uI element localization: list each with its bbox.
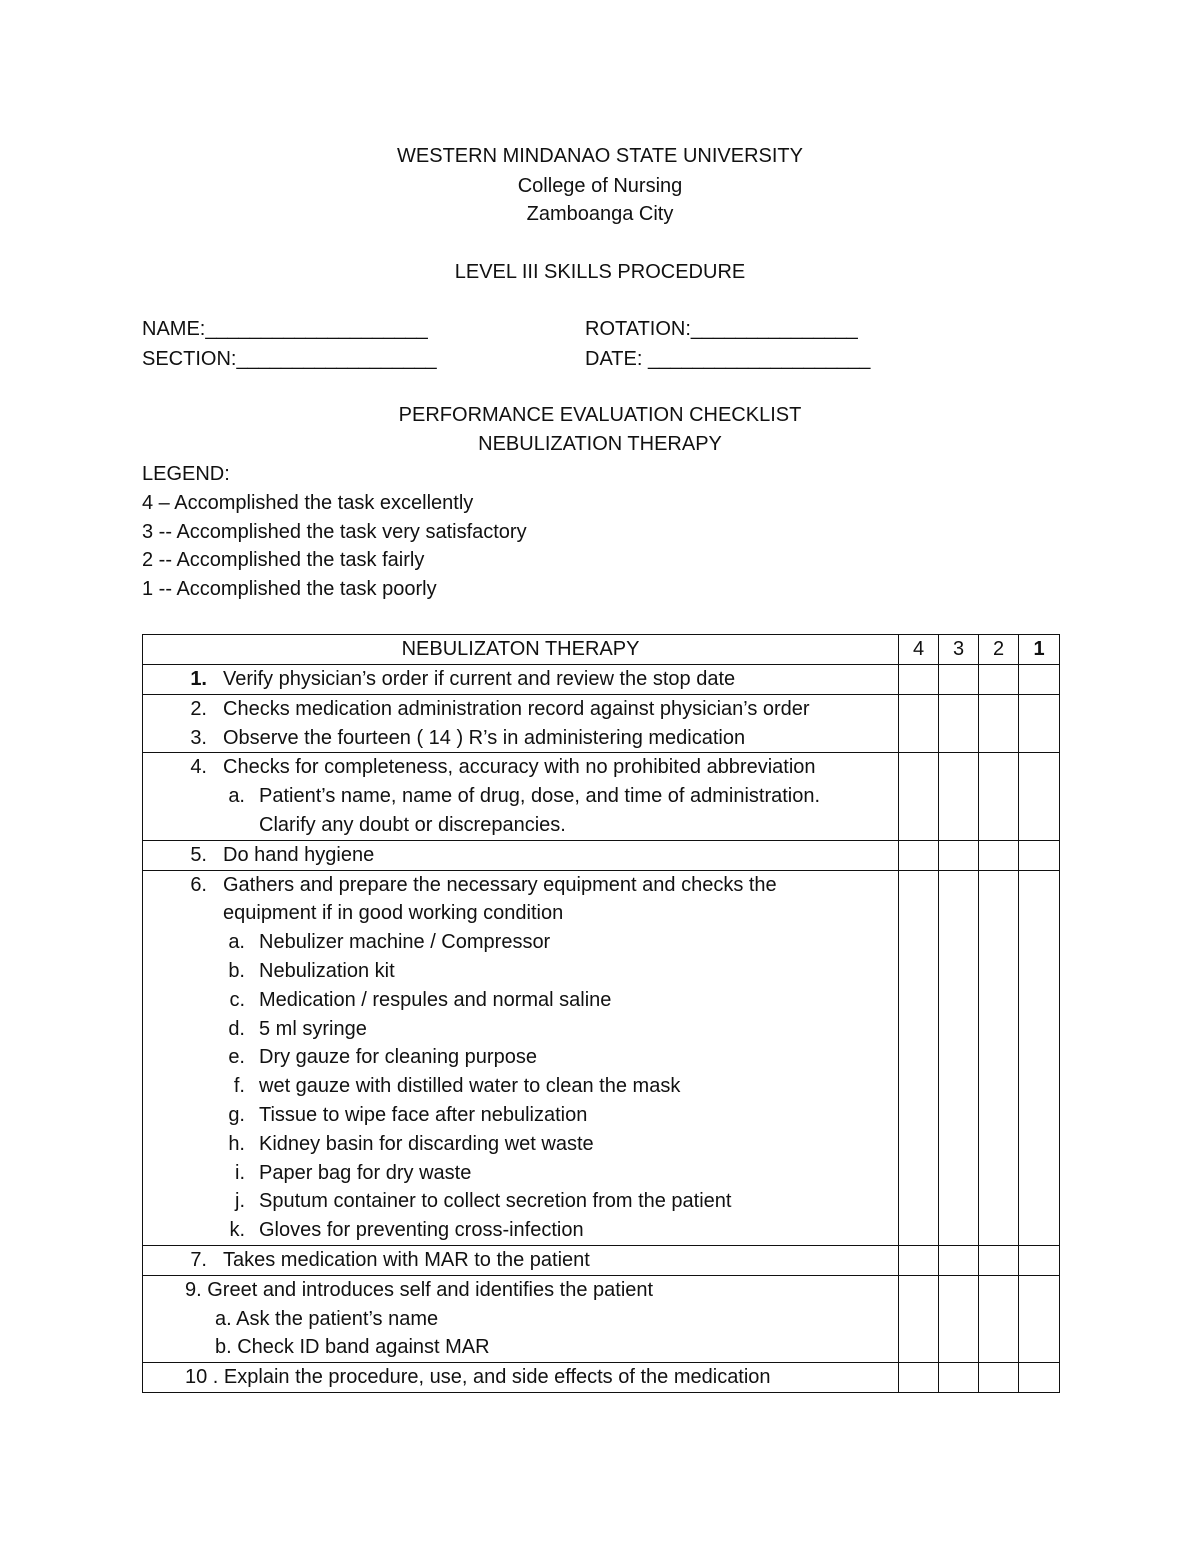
item-letter: k. bbox=[229, 1219, 245, 1242]
task-cell bbox=[143, 1275, 899, 1362]
task-text: Verify physician’s order if current and review the stop date bbox=[223, 668, 736, 690]
task-line bbox=[143, 724, 898, 753]
task-cell bbox=[143, 1363, 899, 1393]
score-cell-4[interactable] bbox=[899, 665, 939, 695]
table-row bbox=[143, 1245, 1060, 1275]
legend-item: 3 -- Accomplished the task very satisfactory bbox=[142, 520, 527, 543]
score-cell-4[interactable] bbox=[899, 753, 939, 840]
score-cell-4[interactable] bbox=[899, 1245, 939, 1275]
equipment-item bbox=[143, 957, 898, 986]
item-text: Tissue to wipe face after nebulization bbox=[259, 1103, 588, 1126]
section-field: SECTION:__________________ bbox=[142, 348, 437, 370]
task-line bbox=[143, 841, 898, 870]
score-cell-2[interactable] bbox=[979, 753, 1019, 840]
score-cell-2[interactable] bbox=[979, 870, 1019, 1245]
equipment-item bbox=[143, 1015, 898, 1044]
item-letter: f. bbox=[233, 1075, 245, 1098]
task-subline bbox=[143, 1305, 898, 1334]
item-text: Nebulizer machine / Compressor bbox=[259, 931, 551, 954]
task-subline bbox=[143, 782, 898, 811]
item-letter: g. bbox=[228, 1103, 245, 1126]
score-cell-4[interactable] bbox=[899, 1275, 939, 1362]
legend-item: 1 -- Accomplished the task poorly bbox=[142, 578, 437, 601]
item-text: Dry gauze for cleaning purpose bbox=[259, 1046, 537, 1069]
table-row bbox=[143, 840, 1060, 870]
task-number: 2. bbox=[190, 697, 207, 720]
task-line bbox=[143, 1246, 898, 1275]
task-line bbox=[143, 665, 898, 694]
score-cell-2[interactable] bbox=[979, 665, 1019, 695]
task-cell bbox=[143, 870, 899, 1245]
item-text: Kidney basin for discarding wet waste bbox=[259, 1132, 594, 1155]
task-text: Do hand hygiene bbox=[223, 843, 375, 866]
task-subtext: b. Check ID band against MAR bbox=[215, 1336, 490, 1359]
task-number: 6. bbox=[190, 873, 207, 896]
table-header-task: NEBULIZATON THERAPY bbox=[143, 635, 899, 665]
task-cell bbox=[143, 840, 899, 870]
item-letter: b. bbox=[228, 959, 245, 982]
task-number: 1. bbox=[190, 668, 207, 690]
table-row bbox=[143, 694, 1060, 753]
evaluation-table bbox=[142, 634, 1060, 1393]
score-cell-1[interactable] bbox=[1019, 753, 1060, 840]
score-cell-1[interactable] bbox=[1019, 1245, 1060, 1275]
score-cell-3[interactable] bbox=[939, 753, 979, 840]
score-cell-2[interactable] bbox=[979, 1245, 1019, 1275]
equipment-item bbox=[143, 1159, 898, 1188]
task-number: 7. bbox=[190, 1248, 207, 1271]
task-line bbox=[143, 1363, 898, 1392]
task-number: 5. bbox=[190, 843, 207, 866]
item-text: Medication / respules and normal saline bbox=[259, 988, 612, 1011]
score-cell-1[interactable] bbox=[1019, 1275, 1060, 1362]
task-text: Gathers and prepare the necessary equipment and checks the bbox=[223, 873, 777, 896]
equipment-item bbox=[143, 1216, 898, 1245]
task-text: 9. Greet and introduces self and identifies the patient bbox=[185, 1278, 654, 1301]
task-text: Takes medication with MAR to the patient bbox=[223, 1248, 590, 1271]
item-letter: i. bbox=[235, 1161, 245, 1184]
task-line bbox=[143, 695, 898, 724]
score-cell-4[interactable] bbox=[899, 870, 939, 1245]
legend-item: 2 -- Accomplished the task fairly bbox=[142, 549, 425, 572]
score-cell-2[interactable] bbox=[979, 694, 1019, 753]
item-letter: a. bbox=[228, 931, 245, 954]
equipment-item bbox=[143, 1130, 898, 1159]
name-field: NAME:____________________ bbox=[142, 318, 428, 340]
task-subline bbox=[143, 811, 898, 840]
task-line bbox=[143, 871, 898, 900]
score-cell-3[interactable] bbox=[939, 1245, 979, 1275]
equipment-item bbox=[143, 1187, 898, 1216]
level-title: LEVEL III SKILLS PROCEDURE bbox=[454, 261, 746, 283]
table-row bbox=[143, 870, 1060, 1245]
task-subtext: a. Ask the patient’s name bbox=[215, 1307, 439, 1330]
score-header-3: 3 bbox=[939, 635, 979, 665]
task-cell bbox=[143, 694, 899, 753]
score-cell-3[interactable] bbox=[939, 1275, 979, 1362]
score-header-4: 4 bbox=[899, 635, 939, 665]
task-number: 3. bbox=[190, 726, 207, 749]
score-header-2: 2 bbox=[979, 635, 1019, 665]
task-line bbox=[143, 899, 898, 928]
table-row bbox=[143, 1363, 1060, 1393]
equipment-item bbox=[143, 986, 898, 1015]
task-subnumber: a. bbox=[228, 785, 245, 808]
score-cell-4[interactable] bbox=[899, 1363, 939, 1393]
legend-title: LEGEND: bbox=[142, 463, 230, 485]
score-cell-3[interactable] bbox=[939, 665, 979, 695]
task-cell bbox=[143, 1245, 899, 1275]
procedure-title: NEBULIZATION THERAPY bbox=[478, 433, 722, 455]
item-text: Paper bag for dry waste bbox=[259, 1161, 472, 1184]
legend-item: 4 – Accomplished the task excellently bbox=[142, 491, 474, 514]
task-number: 4. bbox=[190, 756, 207, 779]
equipment-item bbox=[143, 1043, 898, 1072]
item-text: Gloves for preventing cross-infection bbox=[259, 1219, 584, 1242]
equipment-item bbox=[143, 1101, 898, 1130]
score-cell-2[interactable] bbox=[979, 1363, 1019, 1393]
city-name: Zamboanga City bbox=[526, 203, 674, 225]
equipment-item bbox=[143, 1072, 898, 1101]
score-cell-1[interactable] bbox=[1019, 870, 1060, 1245]
score-cell-3[interactable] bbox=[939, 870, 979, 1245]
task-line bbox=[143, 753, 898, 782]
task-cell bbox=[143, 753, 899, 840]
item-letter: j. bbox=[235, 1190, 245, 1213]
score-cell-2[interactable] bbox=[979, 1275, 1019, 1362]
table-row bbox=[143, 753, 1060, 840]
score-cell-4[interactable] bbox=[899, 694, 939, 753]
task-subtext: Patient’s name, name of drug, dose, and time of administration. bbox=[259, 785, 821, 808]
date-field: DATE: ____________________ bbox=[585, 348, 871, 370]
checklist-title: PERFORMANCE EVALUATION CHECKLIST bbox=[398, 404, 802, 426]
item-letter: d. bbox=[228, 1017, 245, 1040]
score-cell-2[interactable] bbox=[979, 840, 1019, 870]
item-letter: h. bbox=[228, 1132, 245, 1155]
task-text: equipment if in good working condition bbox=[223, 902, 564, 925]
task-text: 10 . Explain the procedure, use, and side effects of the medication bbox=[185, 1366, 771, 1389]
score-cell-1[interactable] bbox=[1019, 665, 1060, 695]
table-row bbox=[143, 665, 1060, 695]
college-name: College of Nursing bbox=[517, 175, 683, 197]
score-cell-1[interactable] bbox=[1019, 840, 1060, 870]
task-text: Checks medication administration record against physician’s order bbox=[223, 697, 810, 720]
task-subtext: Clarify any doubt or discrepancies. bbox=[259, 813, 566, 836]
task-subline bbox=[143, 1333, 898, 1362]
score-cell-1[interactable] bbox=[1019, 694, 1060, 753]
item-letter: c. bbox=[229, 988, 245, 1011]
score-header-1: 1 bbox=[1019, 635, 1060, 665]
task-text: Observe the fourteen ( 14 ) R’s in administering medication bbox=[223, 726, 746, 749]
score-cell-1[interactable] bbox=[1019, 1363, 1060, 1393]
item-text: Sputum container to collect secretion from the patient bbox=[259, 1190, 732, 1213]
score-cell-3[interactable] bbox=[939, 694, 979, 753]
item-text: wet gauze with distilled water to clean the mask bbox=[259, 1075, 681, 1098]
equipment-item bbox=[143, 928, 898, 957]
rotation-field: ROTATION:_______________ bbox=[585, 318, 858, 340]
score-cell-4[interactable] bbox=[899, 840, 939, 870]
table-row bbox=[143, 1275, 1060, 1362]
item-letter: e. bbox=[228, 1046, 245, 1069]
item-text: 5 ml syringe bbox=[259, 1017, 367, 1040]
score-cell-3[interactable] bbox=[939, 840, 979, 870]
table-header-row bbox=[143, 635, 1060, 665]
legend bbox=[142, 460, 527, 604]
task-text: Checks for completeness, accuracy with no prohibited abbreviation bbox=[223, 756, 816, 779]
item-text: Nebulization kit bbox=[259, 959, 395, 982]
task-line bbox=[143, 1276, 898, 1305]
score-cell-3[interactable] bbox=[939, 1363, 979, 1393]
task-cell bbox=[143, 665, 899, 695]
university-name: WESTERN MINDANAO STATE UNIVERSITY bbox=[397, 145, 803, 167]
